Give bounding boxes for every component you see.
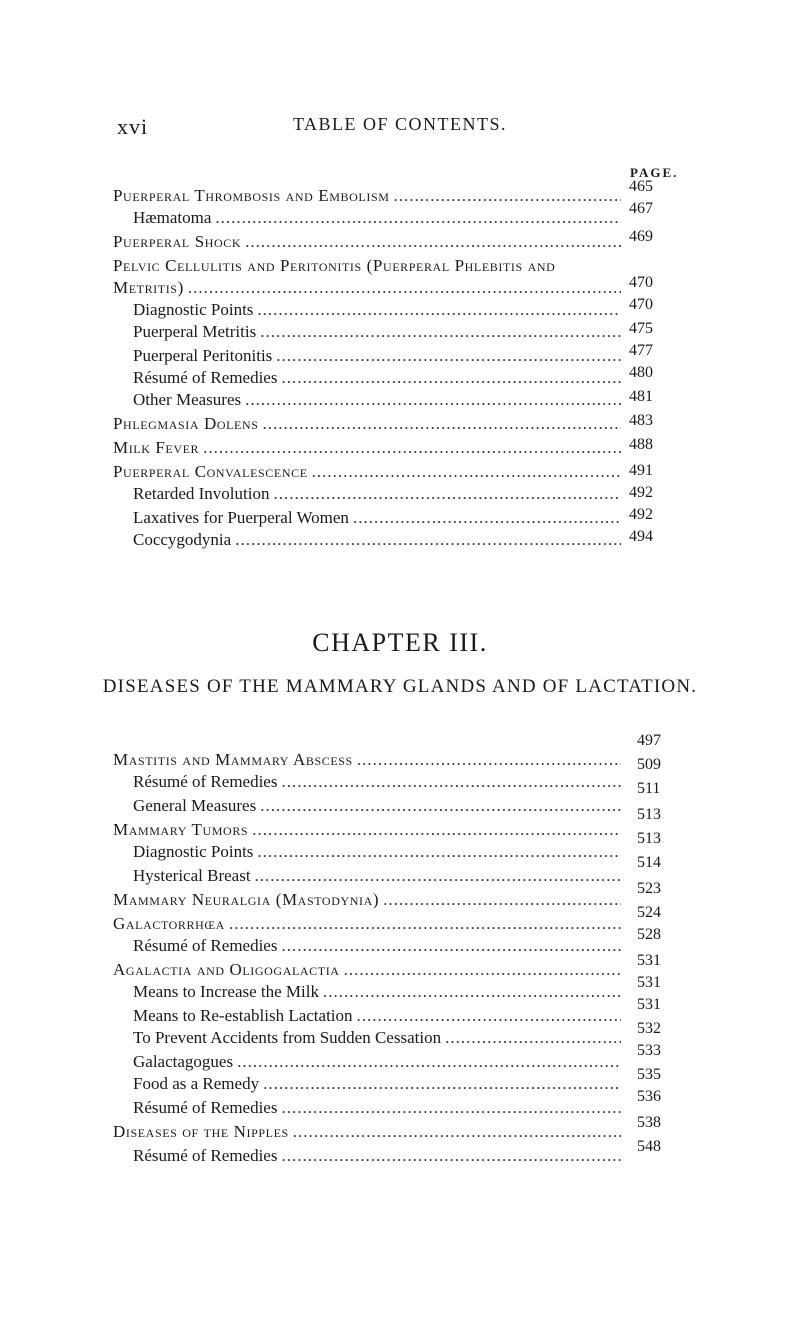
leader-dots xyxy=(215,208,621,228)
toc-entry xyxy=(113,890,625,912)
toc-entry-label: Mastitis and Mammary Abscess xyxy=(113,750,353,769)
toc-entry-label: Hysterical Breast xyxy=(133,866,251,885)
toc-entry-label: Puerperal Shock xyxy=(113,232,242,251)
toc-entry-label: Puerperal Metritis xyxy=(133,322,257,341)
toc-entry-label: Résumé of Remedies xyxy=(133,368,278,387)
toc-entry-label: Puerperal Peritonitis xyxy=(133,346,273,365)
leader-dots xyxy=(312,462,621,482)
toc-entry xyxy=(133,484,625,506)
leader-dots xyxy=(260,322,621,342)
leader-dots xyxy=(203,438,621,458)
toc-entry xyxy=(133,300,625,322)
page-number: 548 xyxy=(637,1138,661,1155)
toc-entry-label: Retarded Involution xyxy=(133,484,270,503)
toc-entry-label: Mammary Neuralgia (Mastodynia) xyxy=(113,890,380,909)
toc-entry xyxy=(133,1006,625,1028)
leader-dots xyxy=(353,508,621,528)
leader-dots xyxy=(229,914,621,934)
leader-dots xyxy=(445,1028,621,1048)
leader-dots xyxy=(260,796,621,816)
leader-dots xyxy=(293,1122,621,1142)
toc-entry-label: Hæmatoma xyxy=(133,208,212,227)
toc-entry xyxy=(113,914,625,936)
leader-dots xyxy=(255,866,621,886)
toc-entry-label: Diagnostic Points xyxy=(133,300,254,319)
toc-entry-label: Phlegmasia Dolens xyxy=(113,414,259,433)
toc-entry-label: Agalactia and Oligogalactia xyxy=(113,960,340,979)
page-number: 528 xyxy=(637,926,661,943)
toc-entry xyxy=(133,1028,625,1050)
page-number: 509 xyxy=(637,756,661,773)
page-number: 524 xyxy=(637,904,661,921)
page-number: 523 xyxy=(637,880,661,897)
toc-entry-label: Galactorrhœa xyxy=(113,914,225,933)
chapter-subtitle: DISEASES OF THE MAMMARY GLANDS AND OF LACTATION. xyxy=(102,676,698,697)
toc-entry-label: Means to Increase the Milk xyxy=(133,982,319,1001)
page-number: 477 xyxy=(629,342,653,359)
toc-entry-label: Laxatives for Puerperal Women xyxy=(133,508,349,527)
toc-entry xyxy=(133,1146,625,1168)
page-number: 531 xyxy=(637,952,661,969)
page-number: 532 xyxy=(637,1020,661,1037)
toc-entry xyxy=(133,368,625,390)
toc-entry-label: Coccygodynia xyxy=(133,530,232,549)
leader-dots xyxy=(245,390,621,410)
leader-dots xyxy=(281,772,621,792)
page-number: 497 xyxy=(637,732,661,749)
toc-entry xyxy=(113,186,625,208)
leader-dots xyxy=(263,1074,621,1094)
toc-entry xyxy=(133,842,625,864)
toc-entry xyxy=(113,750,625,772)
toc-entry-label: To Prevent Accidents from Sudden Cessation xyxy=(133,1028,442,1047)
toc-entry xyxy=(133,390,625,412)
leader-dots xyxy=(394,186,622,206)
page-folio: xvi xyxy=(117,114,149,139)
toc-entry xyxy=(113,414,625,436)
page-number: 492 xyxy=(629,506,653,523)
toc-entry xyxy=(133,1098,625,1120)
page-number: 494 xyxy=(629,528,653,545)
page-number: 513 xyxy=(637,806,661,823)
leader-dots xyxy=(357,1006,621,1026)
page-number: 467 xyxy=(629,200,653,217)
leader-dots xyxy=(257,300,621,320)
leader-dots xyxy=(383,890,621,910)
page-number: 465 xyxy=(629,178,653,195)
toc-entry xyxy=(113,438,625,460)
toc-entry xyxy=(133,346,625,368)
leader-dots xyxy=(281,1098,621,1118)
page-number: 533 xyxy=(637,1042,661,1059)
toc-entry-label: General Measures xyxy=(133,796,257,815)
toc-entry xyxy=(133,322,625,344)
leader-dots xyxy=(257,842,621,862)
page-number: 469 xyxy=(629,228,653,245)
toc-entry xyxy=(113,232,625,254)
page-number: 481 xyxy=(629,388,653,405)
leader-dots xyxy=(357,750,621,770)
toc-entry-label: Diseases of the Nipples xyxy=(113,1122,289,1141)
toc-entry xyxy=(113,462,625,484)
toc-entry xyxy=(133,796,625,818)
toc-entry xyxy=(133,866,625,888)
page-number: 538 xyxy=(637,1114,661,1131)
page-number: 511 xyxy=(637,780,661,797)
leader-dots xyxy=(245,232,621,252)
page-number: 480 xyxy=(629,364,653,381)
toc-entry-label: Puerperal Thrombosis and Embolism xyxy=(113,186,390,205)
leader-dots xyxy=(323,982,621,1002)
page-number: 483 xyxy=(629,412,653,429)
leader-dots xyxy=(281,936,621,956)
toc-entry-label: Food as a Remedy xyxy=(133,1074,260,1093)
running-title: TABLE OF CONTENTS. xyxy=(292,114,508,134)
toc-entry-label: Diagnostic Points xyxy=(133,842,254,861)
toc-entry-label: Résumé of Remedies xyxy=(133,936,278,955)
toc-entry-label: Résumé of Remedies xyxy=(133,1146,278,1165)
toc-entry xyxy=(133,1052,625,1074)
toc-entry xyxy=(113,960,625,982)
page-number: 535 xyxy=(637,1066,661,1083)
page-number: 470 xyxy=(629,296,653,313)
page-header xyxy=(0,114,800,144)
page-number: 513 xyxy=(637,830,661,847)
toc-entry-label: Galactagogues xyxy=(133,1052,234,1071)
leader-dots xyxy=(237,1052,621,1072)
toc-entry xyxy=(133,1074,625,1096)
toc-entry xyxy=(133,208,625,230)
leader-dots xyxy=(276,346,621,366)
page-number: 491 xyxy=(629,462,653,479)
toc-entry xyxy=(133,982,625,1004)
page-number: 475 xyxy=(629,320,653,337)
toc-entry-label: Mammary Tumors xyxy=(113,820,249,839)
toc-entry xyxy=(113,1122,625,1144)
leader-dots xyxy=(344,960,621,980)
toc-entry-label: Résumé of Remedies xyxy=(133,772,278,791)
leader-dots xyxy=(281,1146,621,1166)
toc-entry-label: Milk Fever xyxy=(113,438,200,457)
leader-dots xyxy=(188,278,621,298)
leader-dots xyxy=(252,820,621,840)
page-number: 531 xyxy=(637,996,661,1013)
page-number: 514 xyxy=(637,854,661,871)
page-number: 470 xyxy=(629,274,653,291)
toc-entry-label: Other Measures xyxy=(133,390,242,409)
toc-entry xyxy=(133,772,625,794)
page-number: 536 xyxy=(637,1088,661,1105)
page-number: 531 xyxy=(637,974,661,991)
leader-dots xyxy=(281,368,621,388)
toc-entry-label: Résumé of Remedies xyxy=(133,1098,278,1117)
toc-entry xyxy=(133,936,625,958)
chapter-title: CHAPTER III. xyxy=(312,628,488,657)
leader-dots xyxy=(263,414,621,434)
toc-entry xyxy=(113,820,625,842)
toc-entry-label: Metritis) xyxy=(113,278,184,297)
toc-entry xyxy=(133,508,625,530)
toc-entry xyxy=(133,530,625,552)
toc-entry xyxy=(113,278,625,300)
toc-entry-label: Means to Re-establish Lactation xyxy=(133,1006,353,1025)
toc-entry xyxy=(113,256,625,278)
leader-dots xyxy=(235,530,621,550)
toc-entry-label: Puerperal Convalescence xyxy=(113,462,308,481)
page-number: 488 xyxy=(629,436,653,453)
leader-dots xyxy=(273,484,621,504)
toc-entry-label: Pelvic Cellulitis and Peritonitis (Puerperal Phlebitis and xyxy=(113,256,556,275)
page-column-label: PAGE. xyxy=(630,165,679,180)
page-number: 492 xyxy=(629,484,653,501)
